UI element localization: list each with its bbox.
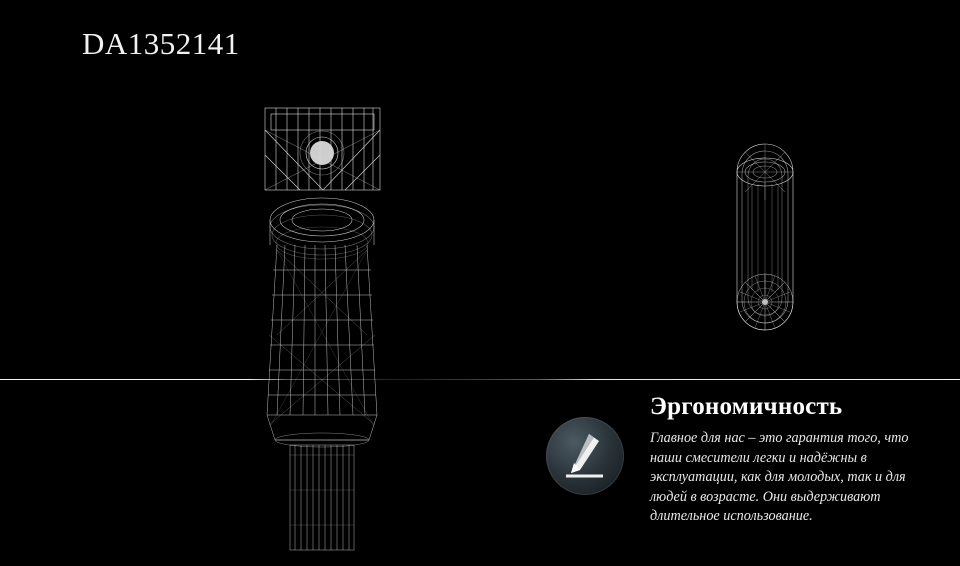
feature-title: Эргономичность — [650, 393, 843, 420]
pencil-icon — [546, 417, 624, 495]
faucet-wireframe-top-view — [700, 130, 830, 370]
horizontal-divider — [0, 379, 960, 380]
page-title: DA1352141 — [82, 26, 240, 61]
feature-description: Главное для нас – это гарантия того, что наши смесители легки и надёжны в эксплуатации, как для молодых, так и для людей в возрасте. Они выдерживают длительное использование. — [650, 430, 909, 524]
faucet-wireframe-front-view — [245, 95, 415, 555]
